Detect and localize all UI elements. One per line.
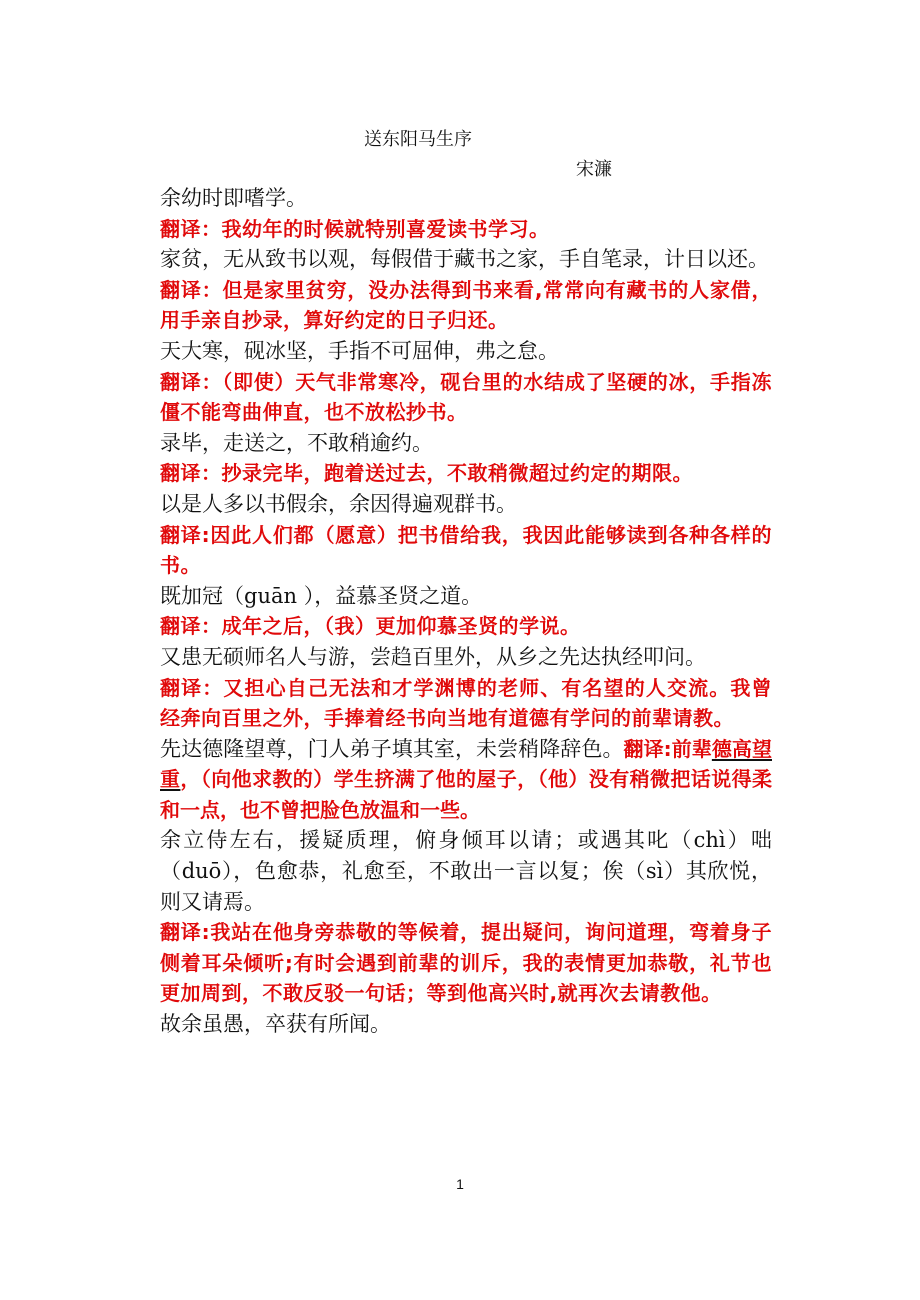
mixed-paragraph <box>160 734 772 826</box>
original-text-4: 录毕，走送之，不敢稍逾约。 <box>160 430 433 455</box>
translation-text-2: 翻译：但是家里贫穷，没办法得到书来看,常常向有藏书的人家借，用手亲自抄录，算好约定的日子归还。 <box>160 277 772 333</box>
translation-underlined-phrase: 德高望重 <box>160 736 772 792</box>
translation-text-9: 翻译:我站在他身旁恭敬的等候着，提出疑问，询问道理，弯着身子侧着耳朵倾听;有时会遇到前辈的训斥，我的表情更加恭敬，礼节也更加周到，不敢反驳一句话；等到他高兴时,就再次去请教他。 <box>160 920 772 1006</box>
page-number: 1 <box>456 1176 464 1192</box>
original-text-10: 故余虽愚，卒获有所闻。 <box>160 1012 391 1037</box>
translation-text-8: ，（向他求教的）学生挤满了他的屋子，（他）没有稍微把话说得柔和一点，也不曾把脸色放温和一些。 <box>160 767 773 822</box>
original-text-3: 天大寒，砚冰坚，手指不可屈伸，弗之怠。 <box>160 338 559 363</box>
original-text-8: 先达德隆望尊，门人弟子填其室，未尝稍降辞色。 <box>160 736 624 761</box>
translation-text-1: 翻译：我幼年的时候就特别喜爱读书学习。 <box>160 216 550 241</box>
original-text-2: 家贫，无从致书以观，每假借于藏书之家，手自笔录，计日以还。 <box>160 247 769 272</box>
original-text-6: 既加冠（guān ），益慕圣贤之道。 <box>160 583 483 608</box>
document-body <box>160 183 772 1040</box>
original-text-7: 又患无硕师名人与游，尝趋百里外，从乡之先达执经叩问。 <box>160 644 706 669</box>
translation-text-6: 翻译：成年之后，（我）更加仰慕圣贤的学说。 <box>160 614 581 639</box>
document-title: 送东阳马生序 <box>364 129 472 150</box>
translation-text-5: 翻译:因此人们都（愿意）把书借给我，我因此能够读到各种各样的书。 <box>160 522 772 578</box>
original-text-1: 余幼时即嗜学。 <box>160 186 307 210</box>
original-text-9: 余立侍左右，援疑质理，俯身倾耳以请；或遇其叱（chì）咄（duō），色愈恭，礼愈至，不敢出一言以复；俟（sì）其欣悦，则又请焉。 <box>160 828 772 914</box>
document-author: 宋濂 <box>576 159 612 180</box>
translation-text-4: 翻译：抄录完毕，跑着送过去，不敢稍微超过约定的期限。 <box>160 461 693 486</box>
translation-text-7: 翻译：又担心自己无法和才学渊博的老师、有名望的人交流。我曾经奔向百里之外，手捧着经书向当地有道德有学问的前辈请教。 <box>160 675 772 731</box>
translation-label-8: 翻译:前辈 <box>623 736 712 761</box>
translation-text-3: 翻译：（即使）天气非常寒冷，砚台里的水结成了坚硬的冰，手指冻僵不能弯曲伸直，也不放松抄书。 <box>160 369 772 425</box>
original-text-5: 以是人多以书假余，余因得遍观群书。 <box>160 491 517 516</box>
